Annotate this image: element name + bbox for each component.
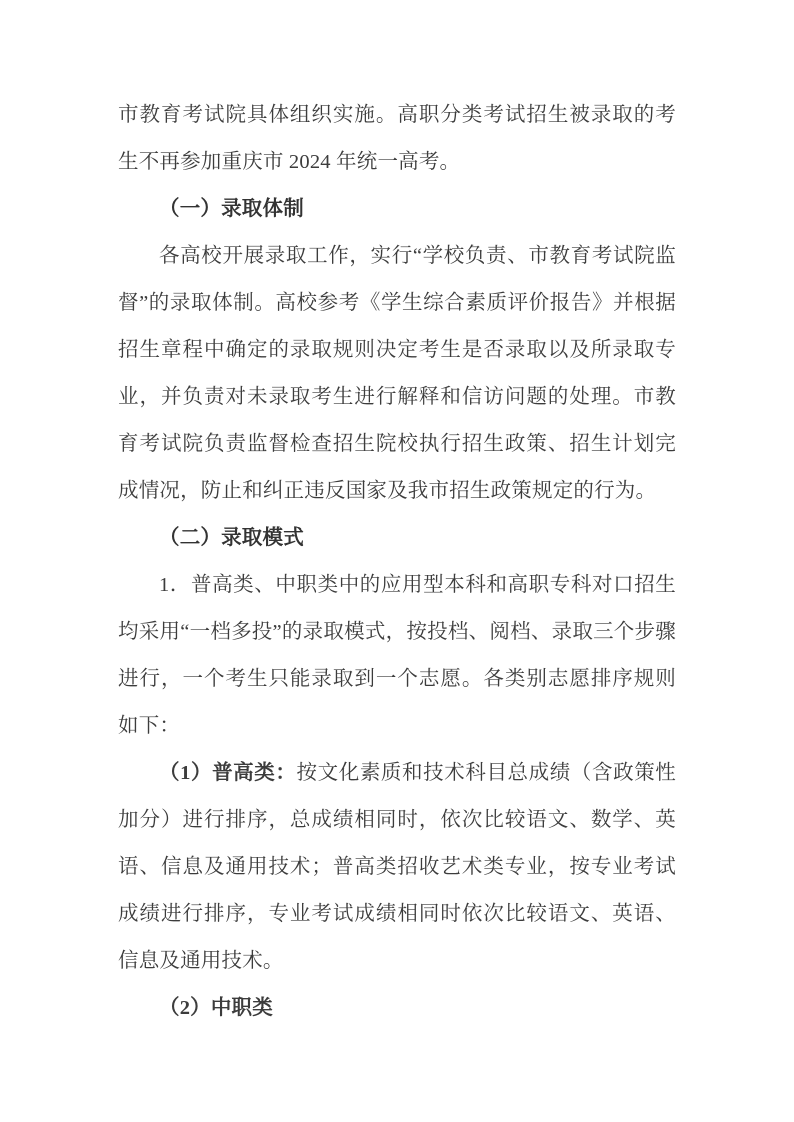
text-general-category: 按文化素质和技术科目总成绩（含政策性加分）进行排序，总成绩相同时，依次比较语文、数学、英语、信息及通用技术；普高类招收艺术类专业，按专业考试成绩进行排序，专业考试成绩相同时依次比较语文、英语、信息及通用技术。 bbox=[118, 762, 676, 972]
paragraph-general-category bbox=[118, 750, 676, 985]
paragraph-recruitment-system: 各高校开展录取工作，实行“学校负责、市教育考试院监督”的录取体制。高校参考《学生综合素质评价报告》并根据招生章程中确定的录取规则决定考生是否录取以及所录取专业，并负责对未录取考生进行解释和信访问题的处理。市教育考试院负责监督检查招生院校执行招生政策、招生计划完成情况，防止和纠正违反国家及我市招生政策规定的行为。 bbox=[118, 245, 676, 502]
paragraph-intro: 市教育考试院具体组织实施。高职分类考试招生被录取的考生不再参加重庆市 2024 年统一高考。 bbox=[118, 104, 676, 173]
heading-recruitment-mode: （二）录取模式 bbox=[159, 527, 304, 549]
paragraph-recruitment-mode: 1．普高类、中职类中的应用型本科和高职专科对口招生均采用“一档多投”的录取模式，按投档、阅档、录取三个步骤进行，一个考生只能录取到一个志愿。各类别志愿排序规则如下： bbox=[118, 574, 676, 737]
label-general-category: （1）普高类： bbox=[159, 762, 297, 784]
label-vocational-category: （2）中职类 bbox=[159, 997, 273, 1019]
heading-recruitment-system: （一）录取体制 bbox=[159, 198, 304, 220]
paragraph-vocational-category bbox=[118, 985, 676, 1032]
document-body bbox=[118, 92, 676, 1032]
